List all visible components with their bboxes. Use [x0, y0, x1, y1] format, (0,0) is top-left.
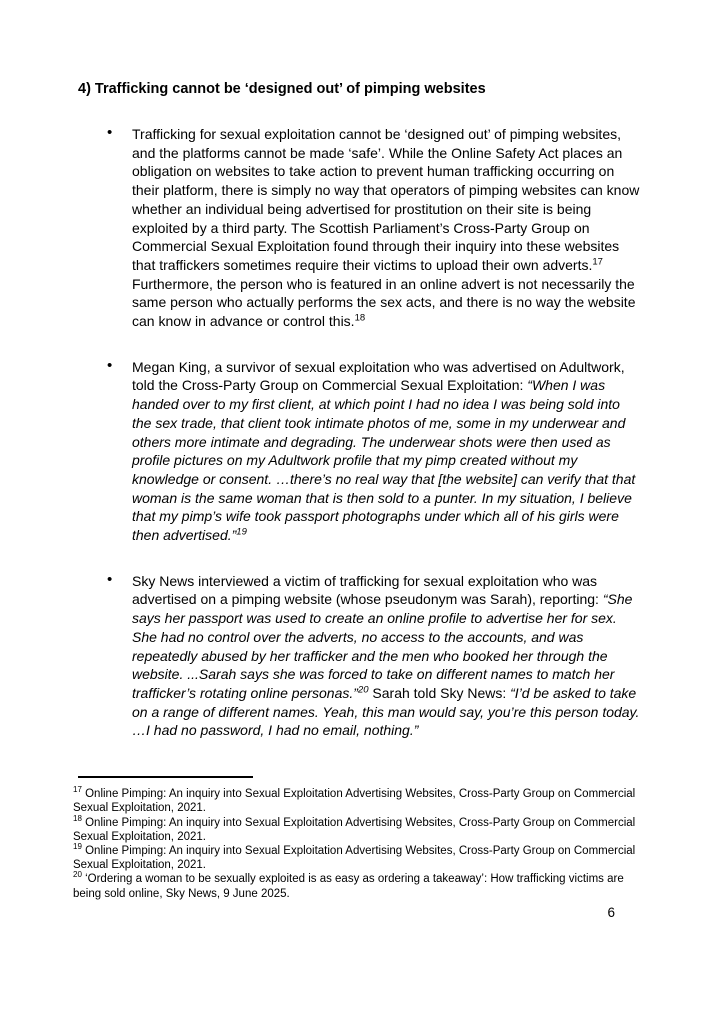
- footnote-number: 20: [73, 870, 82, 880]
- footnote-text: Online Pimping: An inquiry into Sexual Exploitation Advertising Websites, Cross-Party Group on Commercial Sexual Exploitation, 2021.: [73, 816, 636, 843]
- bullet-item: [78, 572, 640, 740]
- footnote-text: Online Pimping: An inquiry into Sexual Exploitation Advertising Websites, Cross-Party Group on Commercial Sexual Exploitation, 2021.: [73, 788, 636, 815]
- quote-text: “She says her passport was used to create an online profile to advertise her for sex. She had no control over the adverts, no access to the accounts, and was repeatedly abused by her trafficker and the men who booked her through the website. ...Sarah says she was forced to take on different names to match her trafficker’s rotating online personas.”: [132, 591, 633, 701]
- body-text: Sarah told Sky News:: [368, 684, 511, 701]
- bullet-list: [78, 125, 640, 740]
- footnote-ref: 17: [592, 256, 603, 268]
- bullet-item: [78, 125, 640, 331]
- quote-text: “When I was handed over to my first client, at which point I had no idea I was being sold into the sex trade, that client took intimate photos of me, some in my underwear and others more intimate and degrading. The underwear shots were then used as profile pictures on my Adultwork profile that my pimp created without my knowledge or consent. …there’s no real way that [the website] can verify that that woman is the same woman that is then sold to a punter. In my situation, I believe that my pimp’s wife took passport photographs under which all of his girls were then advertised.”: [132, 377, 636, 544]
- footnote-ref: 20: [357, 684, 369, 696]
- footnote-ref: 19: [236, 526, 247, 538]
- footnote: [73, 844, 641, 872]
- footnote-number: 18: [73, 813, 82, 823]
- footnote-number: 17: [73, 785, 82, 795]
- footnote-ref: 18: [354, 312, 366, 324]
- footnote-number: 19: [73, 842, 82, 852]
- page-footer: [78, 905, 615, 921]
- footnote-text: ‘Ordering a woman to be sexually exploited is as easy as ordering a takeaway’: How trafficking victims are being sold online, Sky News, 9 June 2025.: [73, 873, 624, 900]
- quote-text: “I’d be asked to take on a range of different names. Yeah, this man would say, you’re this person today. …I had no password, I had no email, nothing.”: [132, 684, 640, 739]
- body-text: Furthermore, the person who is featured in an online advert is not necessarily the same person who actually performs the sex acts, and there is no way the website can know in advance or control this.: [132, 275, 636, 330]
- section-heading: 4) Trafficking cannot be ‘designed out’ of pimping websites: [78, 81, 486, 97]
- body-text: Trafficking for sexual exploitation cannot be ‘designed out’ of pimping websites, and the platforms cannot be made ‘safe’. While the Online Safety Act places an obligation on websites to take action to prevent human trafficking occurring on their platform, there is simply no way that operators of pimping websites can know whether an individual being advertised for prostitution on their site is being exploited by a third party. The Scottish Parliament’s Cross-Party Group on Commercial Sexual Exploitation found through their inquiry into these websites that traffickers sometimes require their victims to upload their own adverts.: [132, 126, 640, 273]
- footnote-separator: [78, 776, 253, 778]
- footnote: [73, 787, 641, 815]
- footnote-text: Online Pimping: An inquiry into Sexual Exploitation Advertising Websites, Cross-Party Group on Commercial Sexual Exploitation, 2021.: [73, 844, 636, 872]
- bullet-item: [78, 358, 640, 545]
- body-text: Sky News interviewed a victim of trafficking for sexual exploitation who was advertised on a pimping website (whose pseudonym was Sarah), reporting:: [132, 572, 603, 608]
- body-text: Megan King, a survivor of sexual exploitation who was advertised on Adultwork, told the Cross-Party Group on Commercial Sexual Exploitation:: [132, 358, 625, 394]
- footnote: [73, 813, 641, 844]
- page-number: 6: [607, 904, 615, 920]
- footnotes: [73, 787, 641, 901]
- footnote: [73, 872, 641, 900]
